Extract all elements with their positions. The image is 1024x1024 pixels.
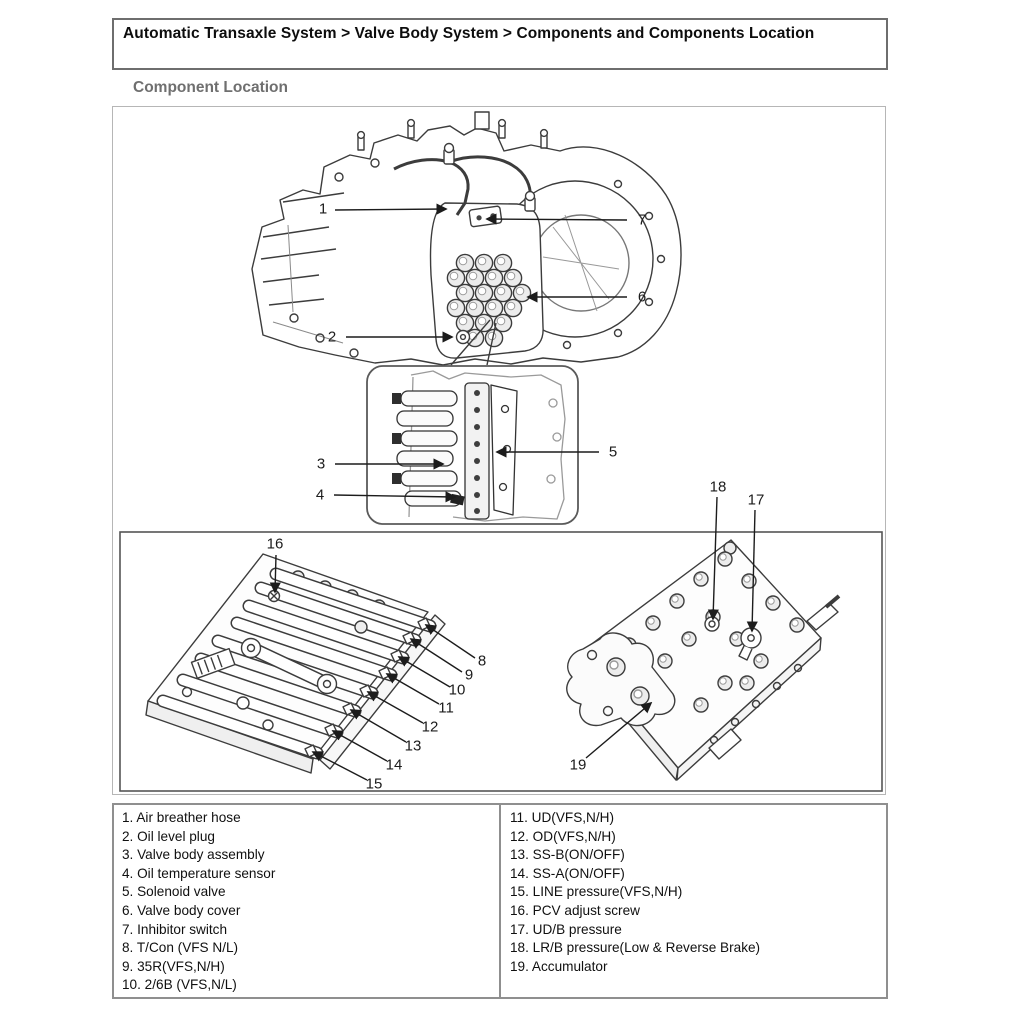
legend-item: 17. UD/B pressure [510,921,622,937]
legend-left-column [114,805,501,997]
legend-item: 10. 2/6B (VFS,N/L) [122,977,237,993]
callout-label-18: 18 [709,478,727,496]
legend-item: 19. Accumulator [510,958,608,974]
callout-label-10: 10 [448,681,466,699]
callout-label-19: 19 [569,756,587,774]
legend-item: 4. Oil temperature sensor [122,865,276,881]
callout-label-13: 13 [404,737,422,755]
callout-label-5: 5 [608,443,618,461]
legend-item: 14. SS-A(ON/OFF) [510,865,625,881]
legend-item: 6. Valve body cover [122,902,241,918]
callout-label-15: 15 [365,775,383,793]
callout-label-7: 7 [637,211,647,229]
legend-item: 12. OD(VFS,N/H) [510,828,616,844]
page-title: Automatic Transaxle System > Valve Body System > Components and Components Location [123,25,815,42]
legend-item: 9. 35R(VFS,N/H) [122,958,225,974]
legend-item: 16. PCV adjust screw [510,902,640,918]
callout-label-11: 11 [438,699,454,717]
component-location-figure [112,106,886,795]
callout-label-16: 16 [266,535,284,553]
legend-item: 8. T/Con (VFS N/L) [122,940,239,956]
callout-label-3: 3 [316,455,326,473]
callout-label-9: 9 [464,666,474,684]
legend-right-column [501,805,886,997]
callout-label-1: 1 [318,200,328,218]
breadcrumb-header-box [112,18,888,70]
legend-item: 1. Air breather hose [122,810,241,825]
callout-label-6: 6 [637,288,647,306]
legend-item: 2. Oil level plug [122,828,215,844]
callout-label-2: 2 [327,328,337,346]
legend-item: 13. SS-B(ON/OFF) [510,847,625,863]
legend-item: 3. Valve body assembly [122,847,265,863]
legend-item: 5. Solenoid valve [122,884,226,900]
callout-label-12: 12 [421,718,439,736]
legend-item: 15. LINE pressure(VFS,N/H) [510,884,683,900]
legend-box [112,803,888,999]
section-title: Component Location [133,79,288,96]
legend-item: 7. Inhibitor switch [122,921,228,937]
callout-label-14: 14 [385,756,403,774]
figure-line-art [113,107,885,794]
callout-label-17: 17 [747,491,765,509]
legend-item: 11. UD(VFS,N/H) [510,810,614,825]
transaxle-drawing [252,112,681,365]
callout-label-8: 8 [477,652,487,670]
callout-label-4: 4 [315,486,325,504]
legend-item: 18. LR/B pressure(Low & Reverse Brake) [510,940,761,956]
